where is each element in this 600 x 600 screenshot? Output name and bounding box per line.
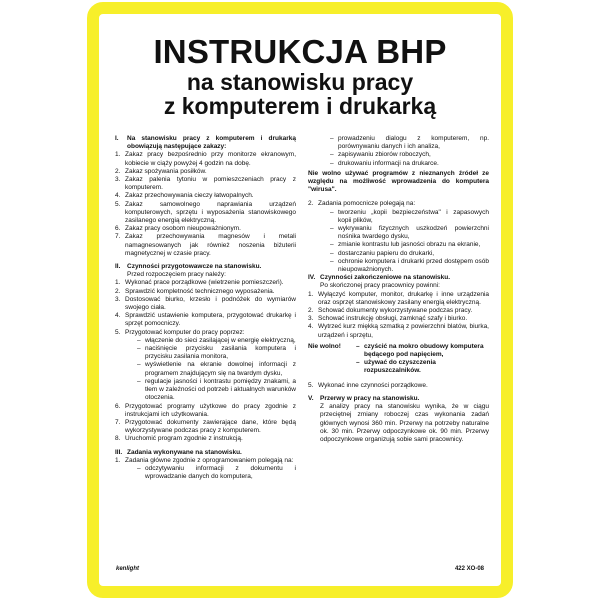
list-item: 5. Wykonać inne czynności porządkowe. [308,381,428,389]
dash-item-text: drukowaniu informacji na drukarce. [338,159,439,167]
right-column [308,135,489,449]
section-3-sublist-right [320,135,489,168]
prohibition-box [308,343,489,376]
list-item-number: 4. [115,192,121,200]
dash-item [330,225,489,241]
list-item-number: 3. [115,295,121,303]
dash-item-text: ochronie komputera i drukarki przed dostępem osób nieupoważnionych. [338,257,489,274]
dash-item-text: używać do czyszczenia rozpuszczalników. [364,359,436,375]
dash-item [137,345,296,361]
list-item: 2. Zadania pomocnicze polegają na: [308,200,416,208]
list-item [115,403,296,419]
dash-item-text: prowadzeniu dialogu z komputerem, np. porównywaniu danych i ich analiza, [338,135,489,151]
list-item [115,233,296,258]
list-item-number: 4. [115,312,121,320]
list-item-number: 1. [115,151,121,159]
list-item [115,176,296,192]
dash-item [330,135,489,151]
list-item-text: Zakaz spożywania posiłków. [125,167,207,175]
section-4-list-2 [308,382,489,390]
dash-item [330,209,489,225]
dash-bullet: – [330,151,334,159]
title-main: INSTRUKCJA BHP [153,33,447,70]
list-item-number: 7. [115,233,121,241]
dash-item [137,378,296,403]
list-item-number: 5. [115,200,121,208]
section-2-sublist [127,337,296,403]
dash-item-text: zmianie kontrastu lub jasności obrazu na ekranie, [338,241,481,249]
dash-bullet: – [330,135,334,142]
list-item [115,288,296,296]
product-code: 422 XO-08 [454,566,484,572]
list-item-number: 3. [308,315,314,323]
list-item-number: 8. [115,435,121,443]
section-4-heading: Czynności zakończeniowe na stanowisku. [320,274,451,282]
list-item-text: Wykonać prace porządkowe (wietrzenie pomieszczeń). [125,279,284,287]
dash-item-text: naciśnięcie przycisku zasilania komputera i przycisku zasilania monitora, [145,345,296,361]
section-5-heading: Przerwy w pracy na stanowisku. [320,394,420,402]
section-3-heading: Zadania wykonywane na stanowisku. [127,448,242,456]
dash-item-text: wykrywaniu fizycznych uszkodzeń powierzchni nośnika twardego dysku, [338,225,489,241]
list-item [308,291,489,307]
section-1-list [115,151,296,258]
section-4-intro: Po skończonej pracy pracownicy powinni: [320,282,440,290]
list-item-text: Schować instrukcję obsługi, zamknąć szafy i biurko. [318,315,468,323]
dash-bullet: – [330,159,334,167]
list-item-text: Zakaz pracy osobom nieupoważnionym. [125,225,241,233]
section-1-heading: Na stanowisku pracy z komputerem i drukarką obowiązują następujące zakazy: [127,135,296,151]
safety-instruction-sign [87,2,513,598]
section-5 [308,395,489,444]
list-item [115,225,296,233]
dash-bullet: – [356,342,360,350]
instruction-body [115,135,489,565]
section-3-sublist-2 [320,209,489,275]
list-item [115,312,296,328]
dash-item [356,359,489,375]
prohibition-label: Nie wolno! [308,342,341,350]
section-2-intro: Przed rozpoczęciem pracy należy: [127,271,226,279]
section-2-list-b [115,403,296,444]
list-item-number: 6. [115,402,121,410]
dash-item-text: tworzeniu „kopii bezpieczeństwa" i zapasowych kopii plików, [338,208,489,224]
title-sub-2: z komputerem i drukarką [163,93,437,119]
dash-bullet: – [330,225,334,233]
dash-item-text: wyświetlenie na ekranie dowolnej informacji z programem znajdującym się na twardym dysku, [145,361,296,377]
dash-item-text: włączenie do sieci zasilającej w energię elektryczną, [145,336,296,344]
list-item-text: Przygotować programy użytkowe do pracy zgodnie z instrukcjami ich użytkowania. [125,402,296,418]
section-1-number: I. [115,135,119,142]
list-item-number: 3. [115,176,121,184]
list-item-text: Przygotować komputer do pracy poprzez: [125,328,245,336]
list-item [115,192,296,200]
list-item-number: 2. [115,167,121,175]
list-item-number: 6. [115,225,121,233]
dash-bullet: – [330,249,334,257]
dash-bullet: – [137,377,141,385]
prohibition-list [356,343,489,376]
dash-item [330,151,489,159]
list-item-text: Zakaz przechowywania magnesów i metali namagnesowanych jak również noszenia biżuterii magnetycznej w czasie pracy. [125,233,296,257]
title-sub-1: na stanowisku pracy [186,69,414,95]
list-item [115,296,296,312]
section-3-number: III. [115,448,123,456]
list-item [115,201,296,226]
dash-item [330,241,489,249]
dash-item-text: odczytywaniu informacji z dokumentu i wprowadzanie danych do komputera, [145,464,296,481]
list-item [115,168,296,176]
list-item [115,151,296,167]
dash-bullet: – [356,359,360,367]
brand-logo: kenlight [116,566,140,572]
list-item-number: 7. [115,418,121,426]
dash-item [330,250,489,258]
list-item [115,329,296,337]
list-item-number: 1. [115,279,121,287]
list-item-text: Zakaz samowolnego naprawiania urządzeń komputerowych, sprzętu i wyposażenia stanowiskowego zasilanego energią elektryczną. [125,200,296,225]
list-item-number: 1. [308,290,314,298]
list-item-text: Uruchomić program zgodnie z instrukcją. [125,435,243,443]
list-item-text: Zakaz pracy bezpośrednio przy monitorze ekranowym, kobiecie w ciąży powyżej 4 godzin na dobę. [125,151,296,167]
list-item-number: 2. [115,287,121,295]
dash-bullet: – [330,208,334,216]
section-3-list [115,457,296,465]
dash-item [137,361,296,377]
dash-bullet: – [137,336,141,344]
list-item [115,435,296,443]
dash-item [330,160,489,168]
list-item-text: Sprawdzić ustawienie komputera, przygotować drukarkę i sprzęt pomocniczy. [125,312,296,328]
dash-item [356,343,489,359]
section-2-number: II. [115,263,121,271]
dash-bullet: – [137,345,141,353]
dash-item-text: regulacje jasności i kontrastu pomiędzy znakami, a tłem w zależności od potrzeb i aktualnych warunków otoczenia. [145,377,296,402]
list-item-number: 5. [115,328,121,336]
list-item [308,323,489,339]
section-4-list [308,291,489,340]
dash-item-text: dostarczaniu papieru do drukarki, [338,249,435,257]
left-column [115,135,296,486]
list-item-text: Zakaz przechowywania cieczy łatwopalnych. [125,192,254,200]
section-2-heading: Czynności przygotowawcze na stanowisku. [127,263,262,271]
section-1 [115,135,296,258]
list-item-text: Zakaz palenia tytoniu w pomieszczeniach pracy z komputerem. [125,176,296,192]
section-5-number: V. [308,394,314,402]
list-item-text: Przygotować dokumenty zawierające dane, które będą wykorzystywane podczas pracy z komputerem. [125,418,296,435]
list-item [115,279,296,287]
list-item-number: 4. [308,323,314,331]
dash-bullet: – [330,257,334,265]
list-item [115,419,296,435]
section-2 [115,263,296,443]
list-item [308,315,489,323]
list-item-text: Schować dokumenty wykorzystywane podczas pracy. [318,307,473,315]
dash-bullet: – [330,241,334,249]
virus-warning: Nie wolno używać programów z nieznanych źródeł ze względu na możliwość wprowadzenia do komputera "wirusa". [308,169,489,194]
section-4-number: IV. [308,274,316,282]
dash-item [330,258,489,274]
list-item [308,307,489,315]
list-item-text: Sprawdzić kompletność technicznego wyposażenia. [125,287,275,295]
list-item-text: Wytrzeć kurz miękką szmatką z powierzchni blatów, biurka, urządzeń i sprzętu, [318,323,489,339]
list-item-number: 2. [308,307,314,315]
dash-item [137,465,296,481]
section-3 [115,449,296,482]
section-2-list-a [115,279,296,336]
list-item: 1. Zadania główne zgodnie z oprogramowaniem polegają na: [115,456,294,464]
sign-title [99,34,501,118]
dash-item-text: czyścić na mokro obudowy komputera będącego pod napięciem, [364,342,484,359]
dash-item-text: zapisywaniu zbiorów roboczych, [338,151,431,159]
section-5-text: Z analizy pracy na stanowisku wynika, że w ciągu przeciętnej zmiany roboczej czas wykonania zadań głównych wynosi 360 min. Przerwy na potrzeby naturalne ok. 30 min. Przerwy odpoczynkowe ok. 90 min. Przerwy odpoczynkowe organizują sobie sami pracownicy. [320,403,489,443]
list-item-text: Wyłączyć komputer, monitor, drukarkę i inne urządzenia oraz osprzęt stanowiskowy zasilany energią elektryczną. [318,290,489,306]
dash-item [137,337,296,345]
dash-bullet: – [137,361,141,369]
section-3-list-2 [308,200,489,208]
section-3-sublist-left [127,465,296,481]
section-4 [308,274,489,390]
dash-bullet: – [137,464,141,472]
list-item-text: Dostosować biurko, krzesło i podnóżek do wymiarów swojego ciała. [125,295,296,312]
